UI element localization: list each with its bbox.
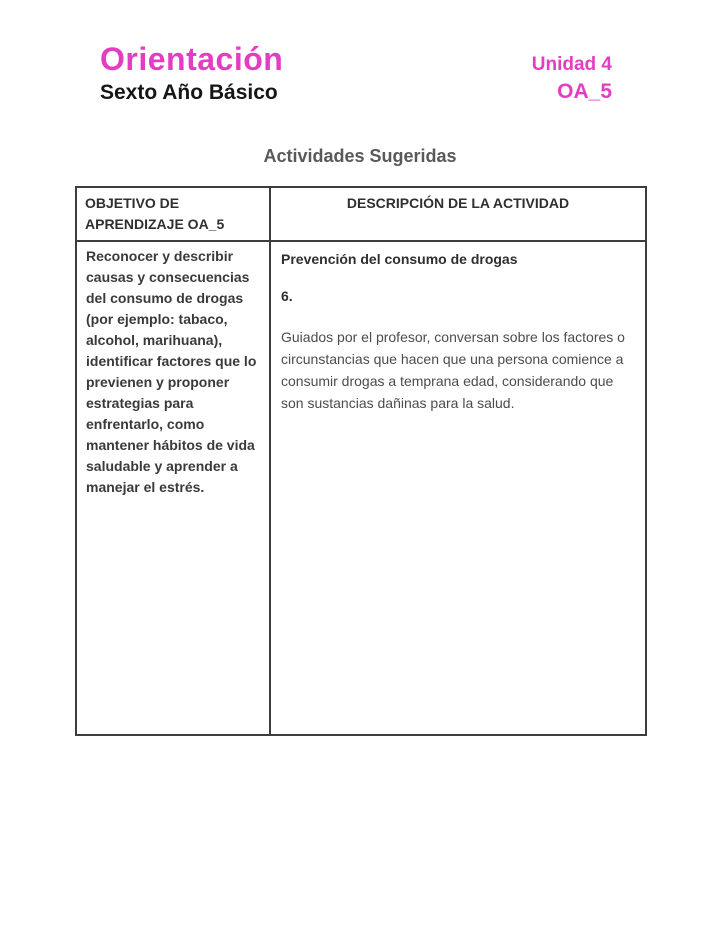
objective-cell	[76, 241, 270, 735]
oa-code-label: OA_5	[557, 80, 612, 103]
page-subtitle: Sexto Año Básico	[100, 81, 278, 104]
header-left-block	[100, 42, 283, 105]
section-title: Actividades Sugeridas	[263, 146, 457, 166]
activities-table	[75, 186, 647, 736]
activity-number: 6.	[281, 288, 293, 304]
header-right-block	[532, 42, 612, 104]
page-title: Orientación	[100, 41, 284, 77]
activity-heading: Prevención del consumo de drogas	[281, 251, 518, 267]
table-body-row	[76, 241, 646, 735]
unit-label: Unidad 4	[531, 54, 612, 75]
column-header-description: DESCRIPCIÓN DE LA ACTIVIDAD	[270, 187, 646, 241]
column-header-objective: OBJETIVO DE APRENDIZAJE OA_5	[76, 187, 270, 241]
table-header-row	[76, 187, 646, 241]
activity-paragraph: Guiados por el profesor, conversan sobre los factores o circunstancias que hacen que una persona comience a consumir drogas a temprana edad, considerando que son sustancias dañinas para la salud.	[281, 329, 625, 411]
objective-text: Reconocer y describir causas y consecuencias del consumo de drogas (por ejemplo: tabaco, alcohol, marihuana), identificar factores que lo previenen y proponer estrategias para enfrentarlo, como mantener hábitos de vida saludable y aprender a manejar el estrés.	[86, 248, 257, 495]
activity-cell	[270, 241, 646, 735]
document-header	[100, 42, 612, 105]
